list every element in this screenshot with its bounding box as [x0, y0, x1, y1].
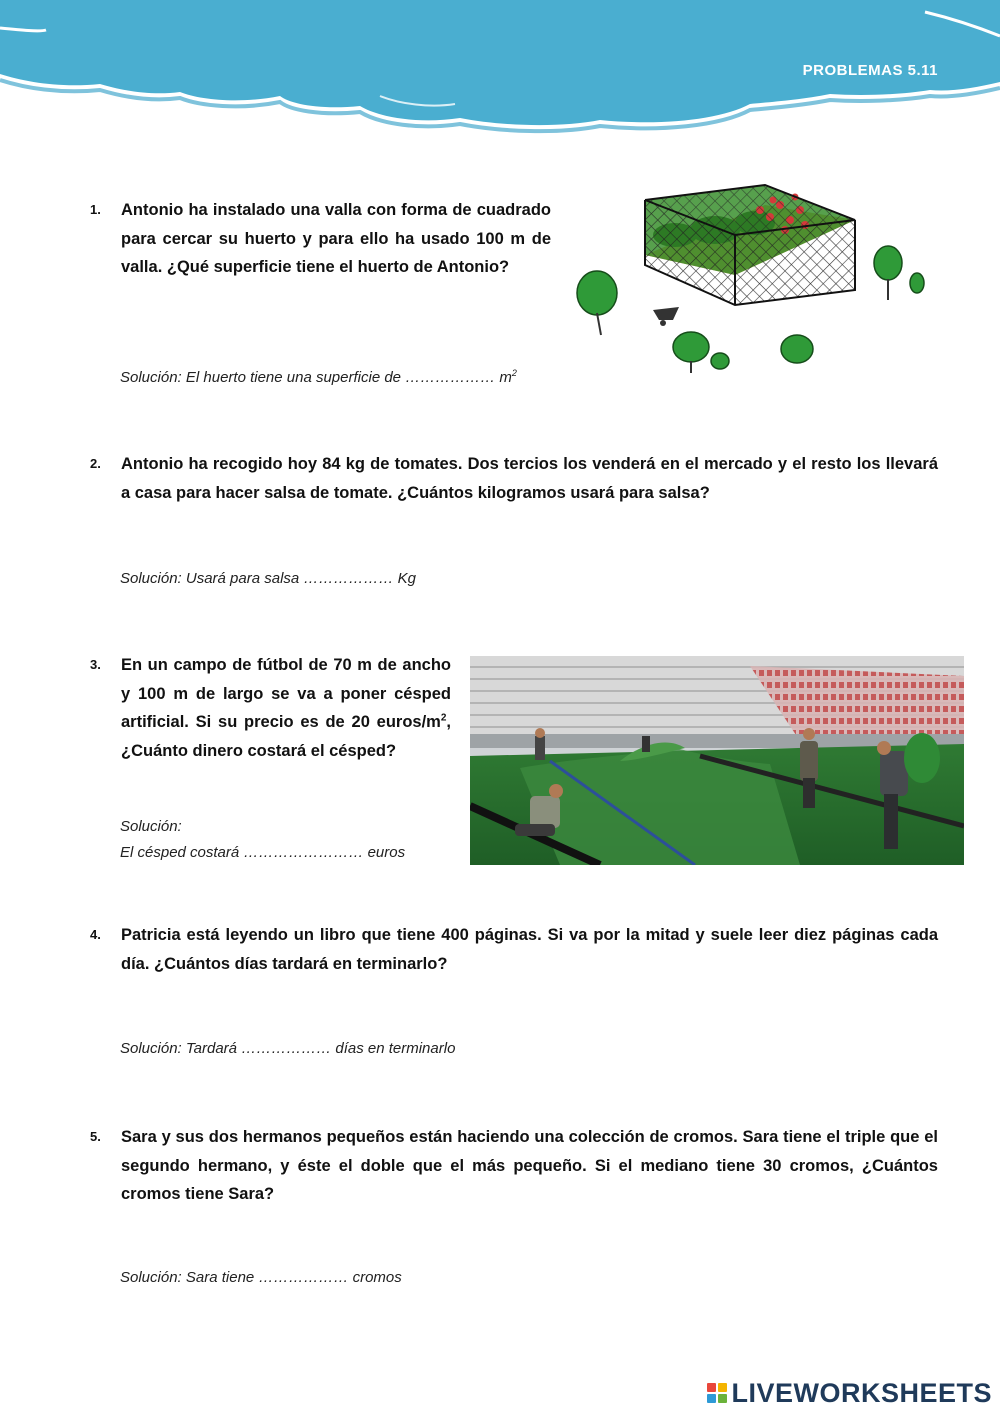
solution-label: Solución:	[120, 818, 182, 835]
logo-text: LIVEWORKSHEETS	[731, 1377, 992, 1408]
problem-4-solution[interactable]: Solución: Tardará ……………… días en terminarlo	[120, 1040, 456, 1057]
problem-number: 5.	[90, 1129, 101, 1144]
problem-5-solution[interactable]: Solución: Sara tiene ……………… cromos	[120, 1269, 402, 1286]
problem-2-solution[interactable]: Solución: Usará para salsa ……………… Kg	[120, 570, 416, 587]
problem-number: 4.	[90, 927, 101, 942]
problem-1-solution[interactable]	[120, 368, 517, 386]
problem-question: Sara y sus dos hermanos pequeños están haciendo una colección de cromos. Sara tiene el triple que el segundo hermano, y éste el doble que el más pequeño. Si el mediano tiene 30 cromos, ¿Cuántos cromos tiene Sara?	[121, 1128, 938, 1203]
fenced-garden-illustration	[575, 175, 925, 380]
problem-number: 3.	[90, 657, 101, 672]
problem-question: En un campo de fútbol de 70 m de ancho y 100 m de largo se va a poner césped artificial. Si su precio es de 20 euros/$m^2$, ¿Cuánto dinero costará el césped?	[121, 656, 451, 760]
solution-text: El césped costará …………………… euros	[120, 844, 406, 861]
solution-superscript: 2	[511, 368, 517, 378]
problem-question: Patricia está leyendo un libro que tiene 400 páginas. Si va por la mitad y suele leer diez páginas cada día. ¿Cuántos días tardará en terminarlo?	[121, 926, 938, 973]
problem-number: 1.	[90, 202, 101, 217]
liveworksheets-logo[interactable]	[707, 1379, 992, 1407]
worksheet-title: PROBLEMAS 5.11	[802, 62, 938, 79]
problem-question: Antonio ha instalado una valla con forma de cuadrado para cercar su huerto y para ello ha usado 100 m de valla. ¿Qué superficie tiene el huerto de Antonio?	[121, 201, 551, 276]
stadium-turf-photo	[470, 656, 964, 865]
problem-3-solution[interactable]	[120, 814, 405, 866]
problem-question: Antonio ha recogido hoy 84 kg de tomates. Dos tercios los venderá en el mercado y el resto los llevará a casa para hacer salsa de tomate. ¿Cuántos kilogramos usará para salsa?	[121, 455, 938, 502]
logo-squares-icon	[707, 1383, 727, 1403]
problem-number: 2.	[90, 456, 101, 471]
question-superscript: 2	[440, 712, 447, 724]
solution-text: Solución: El huerto tiene una superficie de ……………… m	[120, 369, 512, 386]
